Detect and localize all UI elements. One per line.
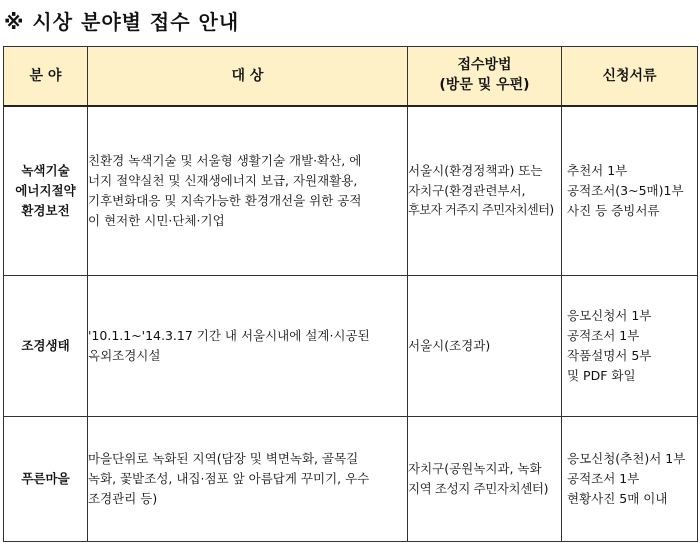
method-line: 후보자 거주지 주민자치센터) bbox=[408, 203, 554, 218]
row-documents bbox=[562, 417, 698, 542]
target-line: 기후변화대응 및 지속가능한 환경개선을 위한 공적 bbox=[88, 193, 362, 208]
header-method-line2: (방문 및 우편) bbox=[439, 77, 530, 93]
field-line: 푸른마을 bbox=[21, 470, 70, 486]
document-line: 추천서 1부 bbox=[567, 162, 628, 178]
field-line: 에너지절약 bbox=[15, 182, 76, 198]
field-line: 녹색기술 bbox=[21, 162, 70, 178]
target-line: 마을단위로 녹화된 지역(담장 및 벽면녹화, 골목길 bbox=[88, 450, 359, 466]
header-target: 대 상 bbox=[88, 47, 408, 107]
method-line: 서울시(조경과) bbox=[408, 337, 491, 353]
target-line: 조경관리 등) bbox=[88, 491, 158, 507]
method-line: 지역 조성지 주민자치센터) bbox=[408, 481, 549, 496]
document-line: 응모신청서 1부 bbox=[567, 307, 652, 323]
header-method-line1: 접수방법 bbox=[457, 57, 512, 74]
document-line: 응모신청(추천)서 1부 bbox=[567, 450, 686, 466]
page-title: ※ 시상 분야별 접수 안내 bbox=[4, 10, 240, 34]
row-method bbox=[408, 106, 562, 276]
table-header-row bbox=[4, 47, 698, 107]
method-line: 자치구(환경관련부서, bbox=[408, 183, 526, 199]
header-method bbox=[408, 47, 562, 107]
table-row bbox=[4, 276, 698, 417]
header-field: 분 야 bbox=[4, 47, 88, 107]
field-line: 환경보전 bbox=[21, 203, 70, 219]
target-line: 옥외조경시설 bbox=[88, 348, 161, 363]
target-line: 너지 절약실천 및 신재생에너지 보급, 자원재활용, bbox=[88, 172, 358, 188]
table-row bbox=[4, 417, 698, 542]
row-documents bbox=[562, 106, 698, 276]
document-line: 작품설명서 5부 bbox=[567, 348, 652, 363]
document-line: 사진 등 증빙서류 bbox=[567, 203, 660, 219]
row-documents bbox=[562, 276, 698, 417]
row-field bbox=[4, 276, 88, 417]
table-row bbox=[4, 106, 698, 276]
header-documents: 신청서류 bbox=[562, 47, 698, 107]
row-target bbox=[88, 106, 408, 276]
target-line: 녹화, 꽃밭조성, 내집·점포 앞 아름답게 꾸미기, 우수 bbox=[88, 470, 370, 486]
document-line: 및 PDF 화일 bbox=[567, 368, 636, 384]
target-line: 친환경 녹색기술 및 서울형 생활기술 개발·확산, 에 bbox=[88, 152, 362, 168]
row-field bbox=[4, 106, 88, 276]
document-line: 공적조서 1부 bbox=[567, 327, 640, 343]
row-target bbox=[88, 276, 408, 417]
method-line: 자치구(공원녹지과, 녹화 bbox=[408, 460, 542, 476]
document-line: 현황사진 5매 이내 bbox=[567, 491, 668, 507]
row-target bbox=[88, 417, 408, 542]
document-line: 공적조서 1부 bbox=[567, 470, 640, 486]
method-line: 서울시(환경정책과) 또는 bbox=[408, 162, 543, 178]
row-method bbox=[408, 276, 562, 417]
row-method bbox=[408, 417, 562, 542]
row-field bbox=[4, 417, 88, 542]
target-line: 이 현저한 시민·단체·기업 bbox=[88, 213, 225, 229]
field-line: 조경생태 bbox=[21, 337, 70, 353]
document-line: 공적조서(3~5매)1부 bbox=[567, 182, 684, 198]
target-line: '10.1.1~'14.3.17 기간 내 서울시내에 설계·시공된 bbox=[88, 327, 370, 343]
submission-table bbox=[3, 46, 698, 542]
